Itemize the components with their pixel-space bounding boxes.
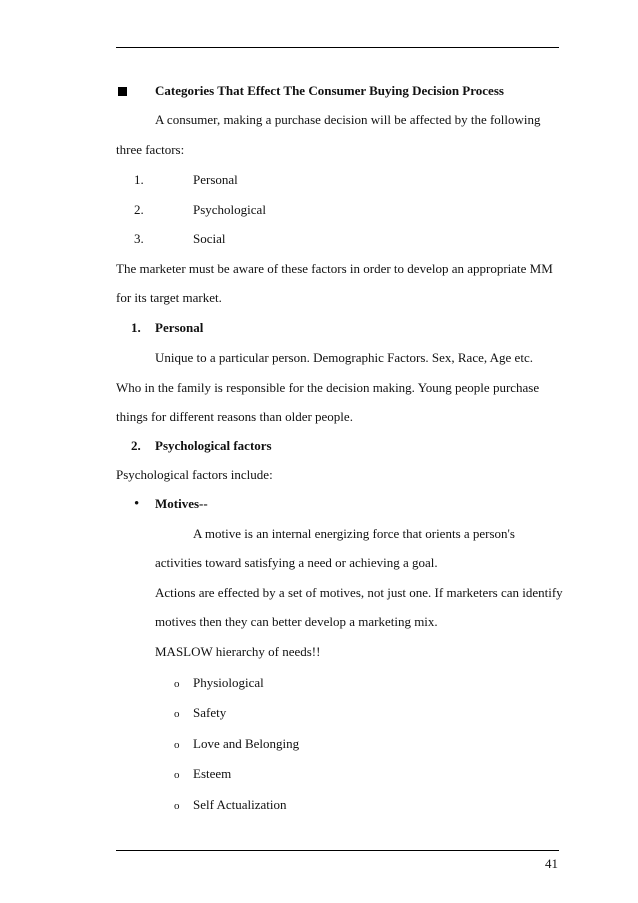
- page-number: 41: [545, 856, 558, 871]
- footer-rule: [116, 850, 559, 851]
- maslow-bullet-1: o: [174, 678, 180, 690]
- factor-num-3: 3.: [134, 231, 144, 246]
- factor-num-2: 2.: [134, 202, 144, 217]
- motives-line-5: MASLOW hierarchy of needs!!: [155, 644, 321, 659]
- intro-line-1: A consumer, making a purchase decision will be affected by the following: [155, 112, 541, 127]
- factor-label-1: Personal: [193, 172, 238, 187]
- factor-label-2: Psychological: [193, 202, 266, 217]
- motives-line-4: motives then they can better develop a marketing mix.: [155, 614, 438, 629]
- maslow-item-3: Love and Belonging: [193, 736, 300, 751]
- personal-title: Personal: [155, 320, 204, 335]
- maslow-item-5: Self Actualization: [193, 797, 287, 812]
- personal-num: 1.: [131, 320, 141, 335]
- maslow-bullet-2: o: [174, 708, 180, 720]
- motives-line-2: activities toward satisfying a need or achieving a goal.: [155, 555, 438, 570]
- maslow-item-2: Safety: [193, 705, 227, 720]
- maslow-item-4: Esteem: [193, 766, 232, 781]
- motives-line-3: Actions are effected by a set of motives, not just one. If marketers can identify: [155, 585, 563, 600]
- factor-label-3: Social: [193, 231, 226, 246]
- maslow-bullet-4: o: [174, 769, 180, 781]
- motives-line-1: A motive is an internal energizing force that orients a person's: [193, 526, 515, 541]
- section-heading: Categories That Effect The Consumer Buying Decision Process: [155, 83, 504, 98]
- personal-line-1: Unique to a particular person. Demographic Factors. Sex, Race, Age etc.: [155, 350, 533, 365]
- intro-line-2: three factors:: [116, 142, 185, 157]
- psych-title: Psychological factors: [155, 438, 272, 453]
- psych-intro: Psychological factors include:: [116, 467, 273, 482]
- maslow-bullet-3: o: [174, 739, 180, 751]
- psych-num: 2.: [131, 438, 141, 453]
- marketer-note-line-2: for its target market.: [116, 290, 222, 305]
- header-rule: [116, 47, 559, 48]
- maslow-item-1: Physiological: [193, 675, 264, 690]
- maslow-bullet-5: o: [174, 800, 180, 812]
- personal-line-2: Who in the family is responsible for the decision making. Young people purchase: [116, 380, 540, 395]
- personal-line-3: things for different reasons than older people.: [116, 409, 353, 424]
- motives-bullet: •: [134, 496, 140, 512]
- factor-num-1: 1.: [134, 172, 144, 187]
- black-square-icon: [118, 87, 127, 96]
- marketer-note-line-1: The marketer must be aware of these factors in order to develop an appropriate MM: [116, 261, 553, 276]
- motives-title: Motives--: [155, 496, 208, 511]
